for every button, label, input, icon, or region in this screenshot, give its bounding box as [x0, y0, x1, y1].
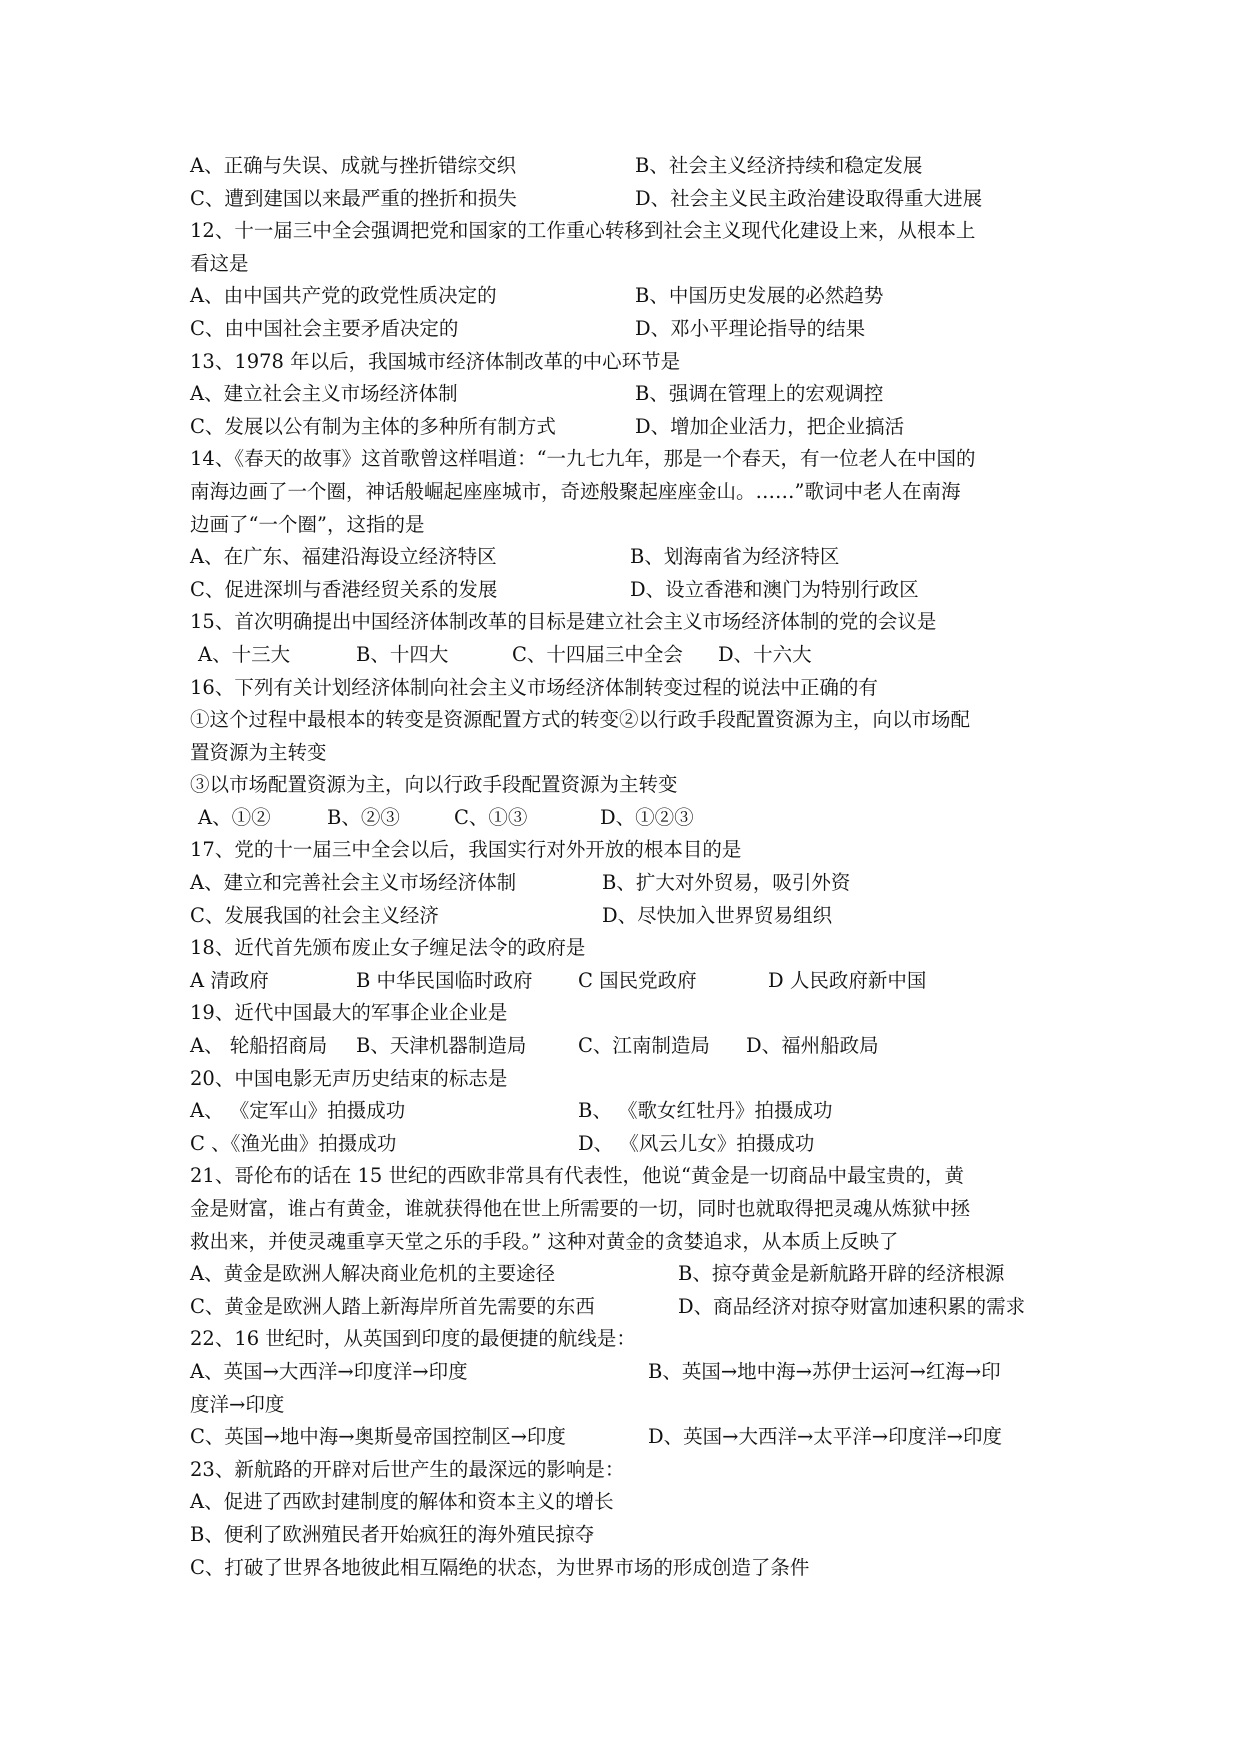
option-text: A 清政府: [190, 968, 269, 992]
option-text: A、①②: [198, 805, 271, 829]
option-text: A、正确与失误、成就与挫折错综交织: [190, 154, 517, 177]
option-text: A、 轮船招商局: [190, 1034, 328, 1058]
options-row: [190, 574, 1090, 607]
option-text: C、由中国社会主要矛盾决定的: [190, 316, 459, 340]
text-line: B、便利了欧洲殖民者开始疯狂的海外殖民掠夺: [190, 1522, 595, 1546]
option-text: A、在广东、福建沿海设立经济特区: [190, 545, 497, 569]
options-row: [190, 1356, 1090, 1389]
option-text: C 国民党政府: [578, 968, 697, 992]
text-line: 看这是: [190, 251, 249, 275]
option-text: B、天津机器制造局: [356, 1034, 527, 1058]
option-text: D、社会主义民主政治建设取得重大进展: [635, 186, 983, 210]
option-text: D、商品经济对掠夺财富加速积累的需求: [678, 1294, 1026, 1318]
option-text: A、黄金是欧洲人解决商业危机的主要途径: [190, 1262, 556, 1286]
text-line: 度洋→印度: [190, 1392, 285, 1416]
options-row: [190, 639, 1090, 672]
option-text: D、十六大: [718, 642, 812, 666]
options-row: [190, 867, 1090, 900]
option-text: B、 《歌女红牡丹》拍摄成功: [578, 1099, 833, 1123]
text-line: 21、哥伦布的话在 15 世纪的西欧非常具有代表性，他说“黄金是一切商品中最宝贵的，黄: [190, 1164, 964, 1188]
option-text: B、英国→地中海→苏伊士运河→红海→印: [648, 1359, 1001, 1383]
options-row: [190, 965, 1090, 998]
option-text: D、增加企业活力，把企业搞活: [635, 414, 905, 438]
option-text: D、①②③: [600, 805, 694, 829]
text-line: ①这个过程中最根本的转变是资源配置方式的转变②以行政手段配置资源为主，向以市场配: [190, 708, 971, 732]
text-line: 19、近代中国最大的军事企业企业是: [190, 1001, 508, 1025]
option-text: B 中华民国临时政府: [356, 968, 533, 992]
option-text: A、建立和完善社会主义市场经济体制: [190, 871, 517, 895]
option-text: C 、《渔光曲》拍摄成功: [190, 1131, 397, 1155]
text-line: 13、1978 年以后，我国城市经济体制改革的中心环节是: [190, 349, 681, 373]
options-row: [190, 1421, 1090, 1454]
text-line: 救出来，并使灵魂重享天堂之乐的手段。” 这种对黄金的贪婪追求，从本质上反映了: [190, 1229, 899, 1253]
options-row: [190, 1291, 1090, 1324]
option-text: D、邓小平理论指导的结果: [635, 316, 866, 340]
option-text: A、建立社会主义市场经济体制: [190, 382, 458, 406]
option-text: B、强调在管理上的宏观调控: [635, 382, 884, 406]
text-line: 置资源为主转变: [190, 740, 327, 764]
option-text: B、掠夺黄金是新航路开辟的经济根源: [678, 1262, 1005, 1286]
option-text: D、设立香港和澳门为特别行政区: [630, 577, 919, 601]
option-text: C、发展以公有制为主体的多种所有制方式: [190, 414, 556, 438]
option-text: B、②③: [327, 805, 400, 829]
options-row: [190, 1095, 1090, 1128]
options-row: [190, 1030, 1090, 1063]
option-text: B、中国历史发展的必然趋势: [635, 284, 884, 308]
text-line: 边画了“一个圈”，这指的是: [190, 512, 425, 536]
question-list: [190, 150, 1090, 1584]
options-row: [190, 1258, 1090, 1291]
text-line: 20、中国电影无声历史结束的标志是: [190, 1066, 508, 1090]
option-text: C、十四届三中全会: [512, 642, 683, 666]
option-text: A、由中国共产党的政党性质决定的: [190, 284, 497, 308]
text-line: ③以市场配置资源为主，向以行政手段配置资源为主转变: [190, 773, 678, 797]
text-line: 22、16 世纪时，从英国到印度的最便捷的航线是：: [190, 1327, 636, 1351]
options-row: [190, 280, 1090, 313]
option-text: B、划海南省为经济特区: [630, 545, 840, 569]
option-text: D、福州船政局: [746, 1034, 879, 1058]
options-row: [190, 900, 1090, 933]
option-text: C、黄金是欧洲人踏上新海岸所首先需要的东西: [190, 1294, 595, 1318]
options-row: [190, 1128, 1090, 1161]
option-text: C、英国→地中海→奥斯曼帝国控制区→印度: [190, 1425, 566, 1449]
options-row: [190, 541, 1090, 574]
option-text: D 人民政府新中国: [768, 968, 927, 992]
options-row: [190, 313, 1090, 346]
option-text: D、 《风云儿女》拍摄成功: [578, 1131, 815, 1155]
text-line: 23、新航路的开辟对后世产生的最深远的影响是：: [190, 1457, 625, 1481]
option-text: D、尽快加入世界贸易组织: [602, 903, 833, 927]
text-line: 18、近代首先颁布废止女子缠足法令的政府是: [190, 936, 586, 960]
options-row: [190, 802, 1090, 835]
text-line: 12、十一届三中全会强调把党和国家的工作重心转移到社会主义现代化建设上来，从根本上: [190, 219, 976, 243]
option-text: C、①③: [454, 805, 528, 829]
text-line: 14、《春天的故事》这首歌曾这样唱道：“一九七九年，那是一个春天，有一位老人在中国的: [190, 447, 976, 471]
options-row: [190, 411, 1090, 444]
option-text: D、英国→大西洋→太平洋→印度洋→印度: [648, 1425, 1002, 1449]
option-text: A、英国→大西洋→印度洋→印度: [190, 1359, 468, 1383]
text-line: 15、首次明确提出中国经济体制改革的目标是建立社会主义市场经济体制的党的会议是: [190, 610, 937, 634]
text-line: A、促进了西欧封建制度的解体和资本主义的增长: [190, 1490, 614, 1514]
option-text: B、扩大对外贸易，吸引外资: [602, 871, 851, 895]
options-row: [190, 378, 1090, 411]
text-line: 南海边画了一个圈，神话般崛起座座城市，奇迹般聚起座座金山。……”歌词中老人在南海: [190, 479, 961, 503]
text-line: 17、党的十一届三中全会以后，我国实行对外开放的根本目的是: [190, 838, 742, 862]
option-text: B、社会主义经济持续和稳定发展: [635, 154, 923, 177]
text-line: 16、下列有关计划经济体制向社会主义市场经济体制转变过程的说法中正确的有: [190, 675, 878, 699]
option-text: A、十三大: [198, 642, 291, 666]
option-text: C、促进深圳与香港经贸关系的发展: [190, 577, 498, 601]
option-text: B、十四大: [356, 642, 449, 666]
options-row: [190, 150, 1090, 183]
option-text: C、遭到建国以来最严重的挫折和损失: [190, 186, 517, 210]
text-line: C、打破了世界各地彼此相互隔绝的状态，为世界市场的形成创造了条件: [190, 1555, 810, 1579]
option-text: C、江南制造局: [578, 1034, 710, 1058]
options-row: [190, 183, 1090, 216]
option-text: C、发展我国的社会主义经济: [190, 903, 439, 927]
text-line: 金是财富，谁占有黄金，谁就获得他在世上所需要的一切，同时也就取得把灵魂从炼狱中拯: [190, 1197, 971, 1220]
option-text: A、 《定军山》拍摄成功: [190, 1099, 406, 1123]
